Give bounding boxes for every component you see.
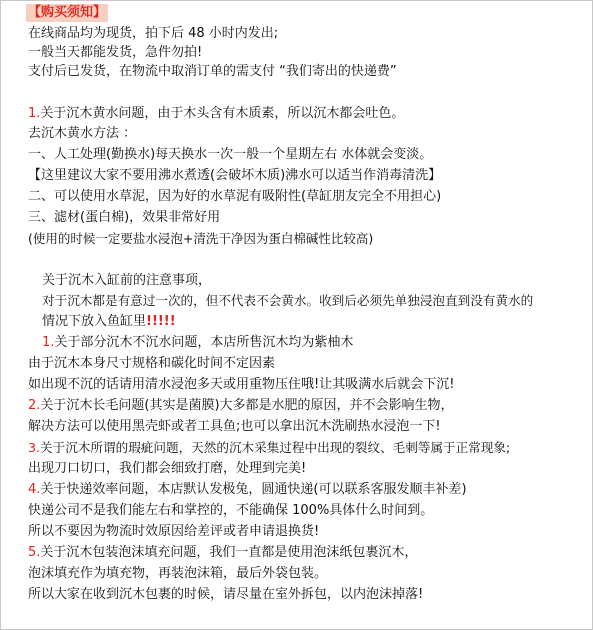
item-5-number: 5. — [28, 545, 41, 560]
precautions-title: 关于沉木入缸前的注意事项， — [42, 273, 212, 288]
item-4-heading — [28, 481, 467, 499]
notice-line-stock: 在线商品均为现货，拍下后 48 小时内发出; — [28, 26, 279, 41]
method-1: 一、人工处理(勤换水)每天换水一次一般一个星期左右 水体就会变淡。 — [28, 147, 433, 162]
item-3-text: 关于沉木所谓的瑕疵问题，天然的沉木采集过程中出现的裂纹、毛刺等属于正常现象; — [40, 440, 511, 455]
notice-line-same-day: 一般当天都能发货，急件勿拍! — [28, 45, 203, 60]
item-1-text: 关于部分沉木不沉水问题，本店所售沉木均为紫柚木 — [54, 335, 354, 350]
item-2-number: 2. — [28, 398, 41, 413]
item-2-line-2: 解决方法可以使用黑壳虾或者工具鱼;也可以拿出沉木洗刷热水浸泡一下! — [28, 419, 441, 434]
item-5-heading — [28, 544, 417, 562]
yellow-water-text: 关于沉木黄水问题，由于木头含有木质素，所以沉木都会吐色。 — [40, 106, 405, 121]
item-5-line-3: 所以大家在收到沉木包裹的时候，请尽量在室外拆包，以内泡沫掉落! — [28, 587, 424, 602]
item-5-text: 关于沉木包装泡沫填充问题，我们一直都是使用泡沫纸包裹沉木， — [40, 545, 418, 560]
item-4-number: 4. — [28, 482, 41, 497]
notice-title: 【购买须知】 — [28, 5, 107, 20]
method-3: 三、滤材(蛋白棉)，效果非常好用 — [28, 210, 221, 225]
yellow-water-heading — [28, 105, 404, 123]
precautions-line-2 — [42, 313, 176, 331]
item-3-number: 3. — [28, 440, 41, 455]
yellow-water-number: 1. — [28, 106, 41, 121]
item-4-line-2: 快递公司不是我们能左右和掌控的，不能确保 100%具体什么时间到。 — [28, 503, 434, 518]
item-3-line-2: 出现刀口切口，我们都会细致打磨，处理到完美! — [28, 461, 307, 476]
item-1-number: 1. — [42, 335, 55, 350]
item-1-heading — [42, 334, 353, 352]
item-4-text: 关于快递效率问题，本店默认发极兔，圆通快递(可以联系客服发顺丰补差) — [40, 482, 467, 497]
precautions-line-2-text: 情况下放入鱼缸里 — [42, 314, 147, 329]
precautions-line-1: 对于沉木都是有意过一次的，但不代表不会黄水。收到后必须先单独浸泡直到没有黄水的 — [42, 293, 534, 308]
item-5-line-2: 泡沫填充作为填充物，再装泡沫箱，最后外袋包装。 — [28, 566, 328, 581]
precautions-exclamations: !!!!! — [146, 314, 176, 329]
method-1-note: 【这里建议大家不要用沸水煮透(会破坏木质)沸水可以适当作消毒清洗】 — [28, 168, 442, 183]
notice-line-cancel-fee: 支付后已发货，在物流中取消订单的需支付 “我们寄出的快递费” — [28, 64, 397, 79]
item-1-line-3: 如出现不沉的话请用清水浸泡多天或用重物压住哦!让其吸满水后就会下沉! — [28, 377, 455, 392]
item-1-line-2: 由于沉木本身尺寸规格和碳化时间不定因素 — [28, 356, 276, 371]
method-2: 二、可以使用水草泥，因为好的水草泥有吸附性(草缸朋友完全不用担心) — [28, 189, 442, 204]
usage-note: (使用的时候一定要盐水浸泡+清洗干净因为蛋白棉碱性比较高) — [28, 231, 374, 246]
methods-title: 去沉木黄水方法 ： — [28, 126, 137, 141]
item-3-heading — [28, 439, 510, 457]
item-4-line-3: 所以不要因为物流时效原因给差评或者申请退换货! — [28, 524, 320, 539]
item-2-heading — [28, 397, 454, 415]
item-2-text: 关于沉木长毛问题(其实是菌膜)大多都是水肥的原因，并不会影响生物， — [40, 398, 454, 413]
